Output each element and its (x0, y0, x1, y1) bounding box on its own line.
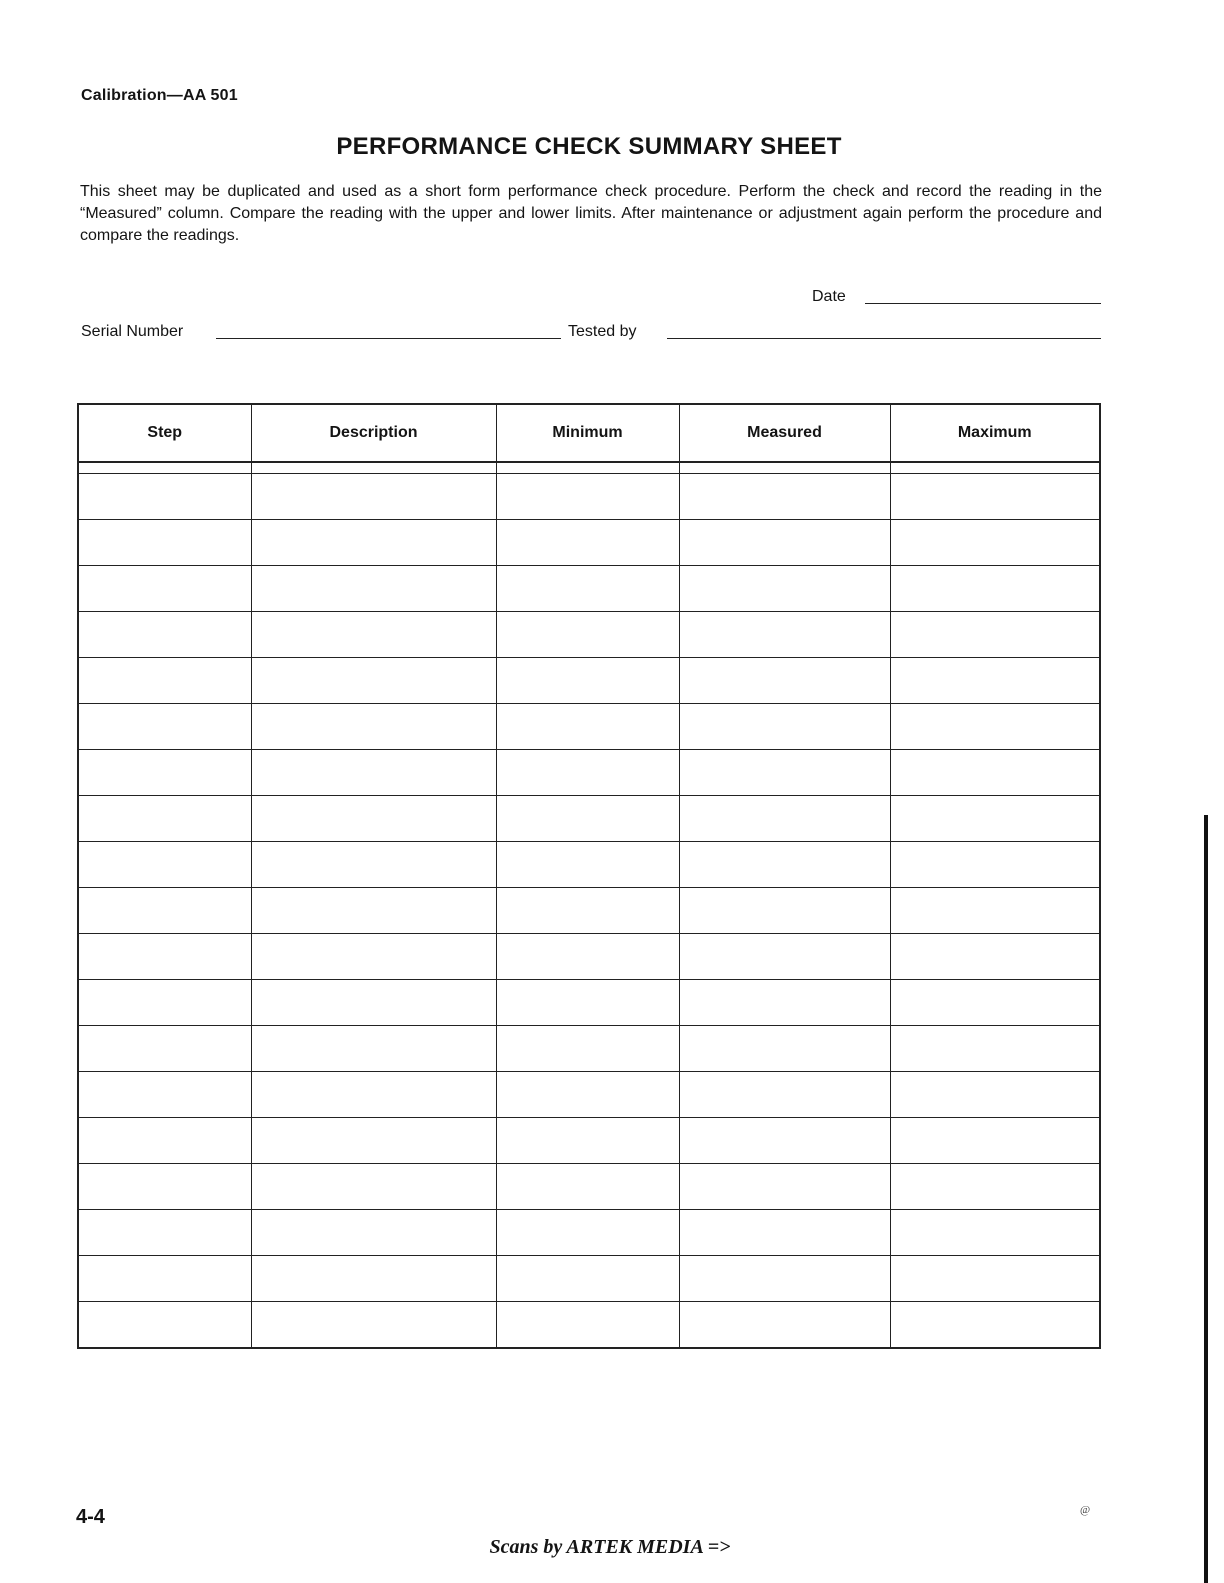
scan-edge-line (1204, 815, 1208, 1583)
measured-cell[interactable] (679, 980, 890, 1026)
minimum-cell[interactable] (496, 1026, 679, 1072)
table-row (78, 842, 1100, 888)
maximum-cell[interactable] (890, 842, 1100, 888)
step-cell[interactable] (78, 750, 251, 796)
maximum-cell[interactable] (890, 1118, 1100, 1164)
step-cell[interactable] (78, 1026, 251, 1072)
minimum-cell[interactable] (496, 1072, 679, 1118)
step-cell[interactable] (78, 888, 251, 934)
minimum-cell[interactable] (496, 980, 679, 1026)
table-row (78, 1164, 1100, 1210)
table-row (78, 704, 1100, 750)
column-header-minimum: Minimum (496, 404, 679, 462)
description-cell[interactable] (251, 566, 496, 612)
table-row (78, 1118, 1100, 1164)
description-cell[interactable] (251, 750, 496, 796)
step-cell[interactable] (78, 1164, 251, 1210)
table-body (78, 462, 1100, 1348)
measured-cell[interactable] (679, 842, 890, 888)
date-input-line[interactable] (865, 303, 1101, 304)
minimum-cell[interactable] (496, 704, 679, 750)
maximum-cell[interactable] (890, 1164, 1100, 1210)
tested-by-input-line[interactable] (667, 338, 1101, 339)
step-cell[interactable] (78, 520, 251, 566)
measured-cell[interactable] (679, 658, 890, 704)
measured-cell[interactable] (679, 1026, 890, 1072)
table-row (78, 980, 1100, 1026)
maximum-cell[interactable] (890, 704, 1100, 750)
minimum-cell[interactable] (496, 520, 679, 566)
measured-cell[interactable] (679, 750, 890, 796)
description-cell[interactable] (251, 1118, 496, 1164)
serial-number-label: Serial Number (81, 323, 184, 340)
step-cell[interactable] (78, 842, 251, 888)
section-header: Calibration—AA 501 (81, 87, 238, 104)
measured-cell[interactable] (679, 1164, 890, 1210)
maximum-cell[interactable] (890, 980, 1100, 1026)
description-cell[interactable] (251, 612, 496, 658)
table-row (78, 1072, 1100, 1118)
minimum-cell[interactable] (496, 888, 679, 934)
maximum-cell[interactable] (890, 1210, 1100, 1256)
maximum-cell[interactable] (890, 520, 1100, 566)
table-row (78, 1256, 1100, 1302)
measured-cell[interactable] (679, 612, 890, 658)
step-cell[interactable] (78, 1302, 251, 1349)
minimum-cell[interactable] (496, 1210, 679, 1256)
date-label: Date (812, 288, 846, 305)
minimum-cell[interactable] (496, 1118, 679, 1164)
minimum-cell[interactable] (496, 934, 679, 980)
corner-mark: @ (1080, 1504, 1091, 1516)
minimum-cell[interactable] (496, 658, 679, 704)
description-cell[interactable] (251, 474, 496, 520)
maximum-cell[interactable] (890, 750, 1100, 796)
minimum-cell[interactable] (496, 1256, 679, 1302)
maximum-cell[interactable] (890, 1026, 1100, 1072)
description-cell[interactable] (251, 842, 496, 888)
step-cell[interactable] (78, 1072, 251, 1118)
table-row (78, 796, 1100, 842)
minimum-cell[interactable] (496, 566, 679, 612)
table-row (78, 888, 1100, 934)
step-cell[interactable] (78, 796, 251, 842)
minimum-cell[interactable] (496, 796, 679, 842)
table-row (78, 612, 1100, 658)
maximum-cell[interactable] (890, 1256, 1100, 1302)
column-header-measured: Measured (679, 404, 890, 462)
minimum-cell[interactable] (496, 1164, 679, 1210)
description-cell[interactable] (251, 1302, 496, 1349)
tested-by-label: Tested by (568, 323, 637, 340)
table-row (78, 1302, 1100, 1349)
page-title: PERFORMANCE CHECK SUMMARY SHEET (336, 133, 842, 160)
measured-cell[interactable] (679, 796, 890, 842)
maximum-cell[interactable] (890, 612, 1100, 658)
column-header-description: Description (251, 404, 496, 462)
minimum-cell[interactable] (496, 750, 679, 796)
description-cell[interactable] (251, 1210, 496, 1256)
maximum-cell[interactable] (890, 888, 1100, 934)
table-header-row (78, 404, 1100, 462)
description-cell[interactable] (251, 934, 496, 980)
measured-cell[interactable] (679, 1302, 890, 1349)
measured-cell[interactable] (679, 1210, 890, 1256)
maximum-cell[interactable] (890, 796, 1100, 842)
intro-paragraph: This sheet may be duplicated and used as a short form performance check procedure. Perform the check and record the reading in the “Measured” column. Compare the reading with the upper and lower limits. After maintenance or adjustment again perform the procedure and compare the readings. (80, 183, 1102, 244)
serial-number-input-line[interactable] (216, 338, 561, 339)
measured-cell[interactable] (679, 934, 890, 980)
description-cell[interactable] (251, 796, 496, 842)
table-row (78, 520, 1100, 566)
table-row (78, 474, 1100, 520)
maximum-cell[interactable] (890, 934, 1100, 980)
step-cell[interactable] (78, 658, 251, 704)
description-cell[interactable] (251, 888, 496, 934)
measured-cell[interactable] (679, 1256, 890, 1302)
description-cell[interactable] (251, 1072, 496, 1118)
maximum-cell[interactable] (890, 1302, 1100, 1349)
table-row (78, 566, 1100, 612)
maximum-cell[interactable] (890, 658, 1100, 704)
table-row (78, 1026, 1100, 1072)
description-cell[interactable] (251, 520, 496, 566)
step-cell[interactable] (78, 934, 251, 980)
step-cell[interactable] (78, 1256, 251, 1302)
column-header-step: Step (78, 404, 251, 462)
step-cell[interactable] (78, 1118, 251, 1164)
minimum-cell[interactable] (496, 842, 679, 888)
table-row (78, 750, 1100, 796)
description-cell[interactable] (251, 704, 496, 750)
description-cell[interactable] (251, 658, 496, 704)
step-cell[interactable] (78, 980, 251, 1026)
description-cell[interactable] (251, 1164, 496, 1210)
measured-cell[interactable] (679, 566, 890, 612)
description-cell[interactable] (251, 980, 496, 1026)
description-cell[interactable] (251, 1026, 496, 1072)
measured-cell[interactable] (679, 1118, 890, 1164)
step-cell[interactable] (78, 566, 251, 612)
maximum-cell[interactable] (890, 566, 1100, 612)
table-row (78, 1210, 1100, 1256)
scan-credit: Scans by ARTEK MEDIA => (489, 1536, 731, 1558)
maximum-cell[interactable] (890, 474, 1100, 520)
description-cell[interactable] (251, 1256, 496, 1302)
minimum-cell[interactable] (496, 612, 679, 658)
measured-cell[interactable] (679, 474, 890, 520)
header-gap-row (78, 462, 1100, 474)
summary-table (77, 403, 1101, 1349)
table-row (78, 658, 1100, 704)
measured-cell[interactable] (679, 888, 890, 934)
step-cell[interactable] (78, 612, 251, 658)
column-header-maximum: Maximum (890, 404, 1100, 462)
step-cell[interactable] (78, 474, 251, 520)
minimum-cell[interactable] (496, 1302, 679, 1349)
measured-cell[interactable] (679, 1072, 890, 1118)
page-number: 4-4 (76, 1506, 105, 1528)
step-cell[interactable] (78, 1210, 251, 1256)
step-cell[interactable] (78, 704, 251, 750)
table-row (78, 934, 1100, 980)
measured-cell[interactable] (679, 520, 890, 566)
minimum-cell[interactable] (496, 474, 679, 520)
maximum-cell[interactable] (890, 1072, 1100, 1118)
measured-cell[interactable] (679, 704, 890, 750)
